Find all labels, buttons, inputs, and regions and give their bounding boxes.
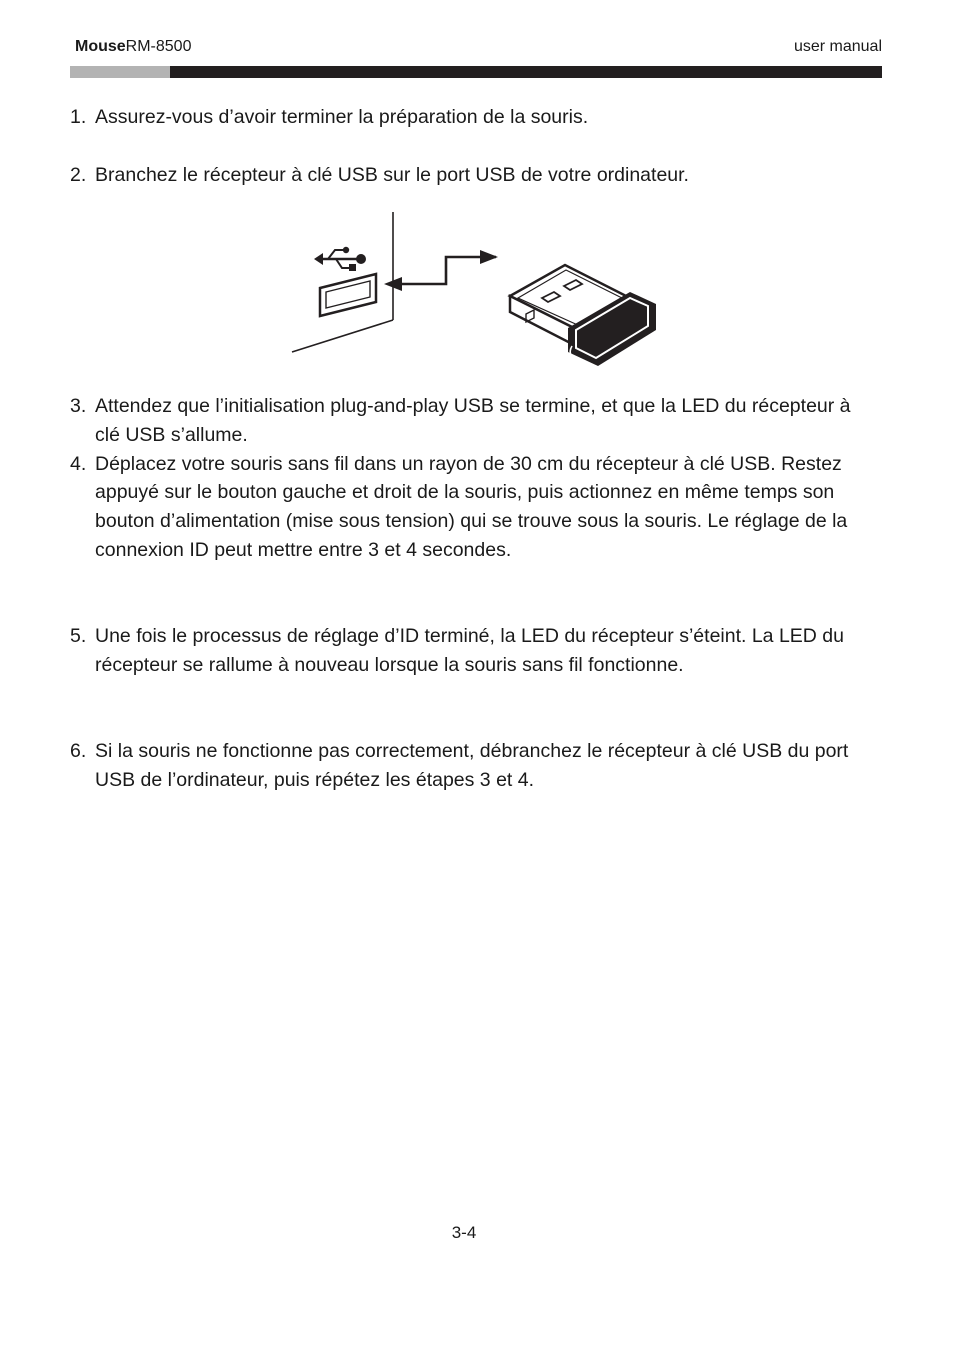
brand-model: RM-8500 bbox=[125, 38, 192, 55]
step-text: Une fois le processus de réglage d’ID terminé, la LED du récepteur s’éteint. La LED du récepteur se rallume à nouveau lorsque la souris sans fil fonctionne. bbox=[95, 625, 844, 676]
usb-dongle-icon bbox=[510, 265, 656, 366]
step-3 bbox=[70, 392, 870, 450]
arrow-icon bbox=[384, 250, 498, 291]
manual-label: user manual bbox=[793, 38, 882, 55]
page-header bbox=[70, 38, 882, 58]
step-number: 5. bbox=[70, 625, 87, 647]
step-5 bbox=[70, 622, 870, 680]
usb-port-icon bbox=[320, 274, 376, 316]
step-number: 2. bbox=[70, 164, 87, 186]
steps-group-6 bbox=[70, 737, 870, 795]
step-text: Branchez le récepteur à clé USB sur le port USB de votre ordinateur. bbox=[95, 164, 689, 186]
step-2 bbox=[70, 161, 870, 190]
step-number: 3. bbox=[70, 395, 87, 417]
header-rule bbox=[70, 66, 882, 78]
steps-group-2 bbox=[70, 161, 870, 190]
product-name bbox=[75, 38, 191, 56]
step-text: Si la souris ne fonctionne pas correctement, débranchez le récepteur à clé USB du port USB de l’ordinateur, puis répétez les étapes 3 et 4. bbox=[95, 740, 849, 791]
steps-group-3-4 bbox=[70, 392, 870, 565]
step-4 bbox=[70, 450, 870, 565]
header-rule-accent bbox=[70, 66, 170, 78]
brand-bold: Mouse bbox=[75, 38, 126, 55]
steps-group-5 bbox=[70, 622, 870, 680]
step-text: Déplacez votre souris sans fil dans un rayon de 30 cm du récepteur à clé USB. Restez appuyé sur le bouton gauche et droit de la souris, puis actionnez en même temps son bouton d’alimentation (mise sous tension) qui se trouve sous la souris. Le réglage de la connexion ID peut mettre entre 3 et 4 secondes. bbox=[95, 452, 848, 561]
step-number: 6. bbox=[70, 740, 87, 762]
step-1 bbox=[70, 103, 870, 132]
usb-connection-figure bbox=[280, 208, 670, 378]
step-number: 1. bbox=[70, 106, 87, 128]
page-number: 3-4 bbox=[451, 1223, 477, 1242]
step-text: Assurez-vous d’avoir terminer la préparation de la souris. bbox=[95, 106, 589, 128]
step-text: Attendez que l’initialisation plug-and-play USB se termine, et que la LED du récepteur à clé USB s’allume. bbox=[95, 395, 851, 446]
usb-symbol-icon bbox=[314, 247, 366, 271]
steps-group-1 bbox=[70, 103, 870, 132]
step-number: 4. bbox=[70, 452, 87, 475]
step-6 bbox=[70, 737, 870, 795]
